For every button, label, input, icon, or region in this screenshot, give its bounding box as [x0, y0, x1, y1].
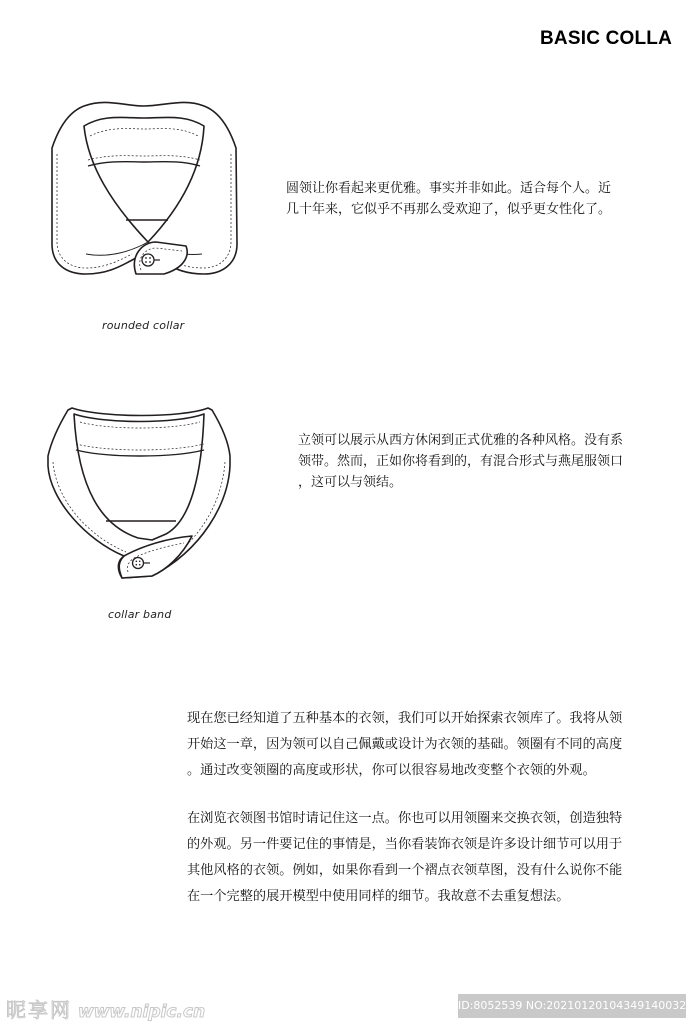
rounded-collar-description — [286, 178, 676, 220]
body-text — [187, 706, 677, 924]
rounded-collar-caption: rounded collar — [102, 319, 185, 332]
body-line: 开始这一章，因为领可以自己佩戴或设计为衣领的基础。领圈有不同的高度 — [187, 737, 623, 752]
page-title: BASIC COLLA — [540, 28, 673, 49]
watermark-logo — [6, 994, 205, 1023]
description-line: ，这可以与领结。 — [298, 475, 403, 490]
collar-band-illustration — [42, 400, 238, 580]
collar-band-description — [298, 430, 688, 493]
body-paragraph — [187, 706, 677, 784]
body-line: 其他风格的衣领。例如，如果你看到一个褶点衣领草图，没有什么说你不能 — [187, 863, 623, 878]
description-line: 圆领让你看起来更优雅。事实并非如此。适合每个人。近 — [286, 181, 612, 196]
collar-band-caption: collar band — [108, 608, 172, 621]
watermark-url: www.nipic.cn — [78, 1002, 206, 1022]
description-line: 立领可以展示从西方休闲到正式优雅的各种风格。没有系 — [298, 433, 624, 448]
watermark-logo-text: 昵享网 — [6, 998, 72, 1022]
body-line: 。通过改变领圈的高度或形状，你可以很容易地改变整个衣领的外观。 — [187, 763, 596, 778]
body-paragraph — [187, 806, 677, 910]
body-line: 在一个完整的展开模型中使用同样的细节。我故意不去重复想法。 — [187, 889, 570, 904]
watermark-id-box: ID:8052539 NO:20210120104349140032 — [458, 994, 686, 1018]
body-line: 在浏览衣领图书馆时请记住这一点。你也可以用领圈来交换衣领，创造独特 — [187, 811, 623, 826]
body-line: 现在您已经知道了五种基本的衣领，我们可以开始探索衣领库了。我将从领 — [187, 711, 623, 726]
description-line: 几十年来，它似乎不再那么受欢迎了，似乎更女性化了。 — [286, 202, 612, 217]
description-line: 领带。然而，正如你将看到的，有混合形式与燕尾服领口 — [298, 454, 624, 469]
rounded-collar-illustration — [44, 96, 244, 296]
body-line: 的外观。另一件要记住的事情是，当你看装饰衣领是许多设计细节可以用于 — [187, 837, 623, 852]
